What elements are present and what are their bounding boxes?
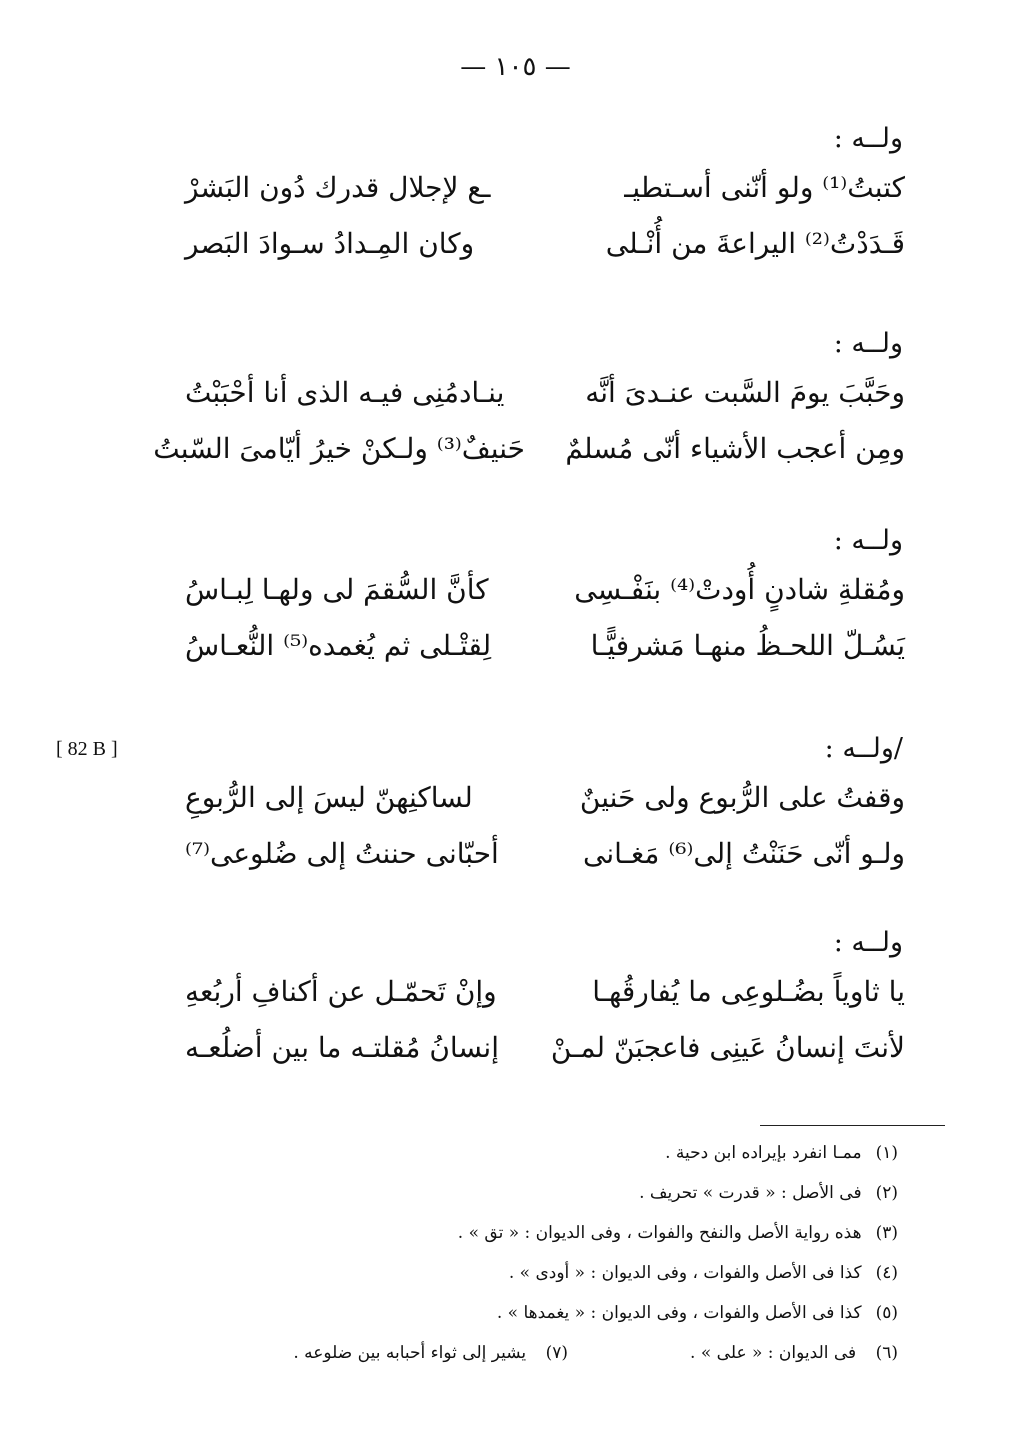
- footnote-text: هذه رواية الأصل والنفح والفوات ، وفى الديوان : « تق » .: [457, 1223, 862, 1243]
- verse-second-hemistich: لِقتْـلى ثم يُغمده⁽⁵⁾ النُّعـاسُ: [185, 629, 492, 662]
- footnote: [180, 1257, 898, 1297]
- section-heading: ولــه :: [833, 123, 903, 154]
- verse-first-hemistich: يَسُـلّ اللحـظُ منهـا مَشرفيًّـا: [590, 629, 905, 662]
- verse-second-hemistich: لساكنِهنّ ليسَ إلى الرُّبوعِ: [185, 781, 473, 814]
- footnote-text: ممـا انفرد بإيراده ابن دحية .: [665, 1143, 862, 1163]
- footnote-number: (٤): [875, 1263, 898, 1283]
- poem-section-5: [185, 922, 905, 1076]
- footnote-number: (٣): [875, 1223, 898, 1243]
- poem-section-4: [185, 728, 905, 882]
- footnote-text: كذا فى الأصل والفوات ، وفى الديوان : « أودى » .: [508, 1263, 862, 1283]
- footnote-text: يشير إلى ثواء أحبابه بين ضلوعه .: [293, 1343, 527, 1363]
- margin-folio-reference: [ 82 B ]: [56, 738, 118, 760]
- verse-line: [153, 421, 905, 477]
- footnote: [180, 1137, 898, 1177]
- verse-line: [185, 160, 905, 216]
- verse-first-hemistich: ومُقلةِ شادنٍ أُودتْ⁽⁴⁾ بنَفْـسِى: [574, 573, 905, 606]
- verse-first-hemistich: ومِن أعجب الأشياء أنّى مُسلمٌ: [565, 432, 905, 465]
- footnote: [568, 1337, 898, 1377]
- verse-line: [185, 1020, 905, 1076]
- footnote: [293, 1337, 568, 1377]
- footnote: [180, 1217, 898, 1257]
- footnote-row: [180, 1337, 898, 1377]
- footnote-number: (٢): [875, 1183, 898, 1203]
- poem-section-3: [185, 520, 905, 674]
- footnote-text: فى الديوان : « على » .: [690, 1343, 857, 1363]
- footnote-text: فى الأصل : « قدرت » تحريف .: [639, 1183, 862, 1203]
- verse-first-hemistich: وقفتُ على الرُّبوع ولى حَنينٌ: [579, 781, 905, 814]
- verse-second-hemistich: حَنيفٌ⁽³⁾ ولـكنْ خيرُ أيّامىَ السّبتُ: [153, 432, 525, 465]
- verse-line: [185, 216, 905, 272]
- footnote-number: (٥): [875, 1303, 898, 1323]
- verse-line: [185, 618, 905, 674]
- verse-second-hemistich: وإنْ تَحمّـل عن أكنافِ أربُعهِ: [185, 975, 497, 1008]
- section-heading: /ولــه :: [824, 733, 903, 764]
- section-heading: ولــه :: [833, 525, 903, 556]
- verse-line: [185, 964, 905, 1020]
- footnotes: [180, 1137, 898, 1377]
- footnote-number: (٧): [545, 1343, 568, 1363]
- section-heading: ولــه :: [833, 927, 903, 958]
- poem-section-1: [185, 118, 905, 272]
- footnote-number: (١): [875, 1143, 898, 1163]
- verse-first-hemistich: كتبتُ⁽¹⁾ ولو أنّنى أسـتطيـ: [624, 171, 905, 204]
- verse-second-hemistich: أحبّانى حننتُ إلى ضُلوعى⁽⁷⁾: [185, 837, 499, 870]
- page-number: — ١٠٥ —: [460, 52, 571, 82]
- footnote-text: كذا فى الأصل والفوات ، وفى الديوان : « يغمدها » .: [496, 1303, 862, 1323]
- verse-line: [185, 562, 905, 618]
- footnote: [180, 1297, 898, 1337]
- footnote-separator: [760, 1125, 945, 1126]
- verse-first-hemistich: قَـدَدْتُ⁽²⁾ اليراعةَ من أُنْـلى: [605, 227, 905, 260]
- footnote-number: (٦): [875, 1343, 898, 1363]
- verse-line: [185, 826, 905, 882]
- verse-line: [185, 770, 905, 826]
- verse-first-hemistich: يا ثاوياً بضُـلوعِى ما يُفارقُهـا: [592, 975, 905, 1008]
- section-heading: ولــه :: [833, 328, 903, 359]
- verse-second-hemistich: كأنَّ السُّقمَ لى ولهـا لِبـاسُ: [185, 573, 489, 606]
- verse-first-hemistich: وحَبَّبَ يومَ السَّبت عنـدىَ أنَّه: [585, 376, 905, 409]
- footnote: [180, 1177, 898, 1217]
- verse-first-hemistich: ولـو أنّى حَنَنْتُ إلى⁽⁶⁾ مَغـانى: [583, 837, 905, 870]
- verse-second-hemistich: ـع لإجلال قدرك دُون البَشرْ: [185, 171, 491, 204]
- verse-second-hemistich: وكان المِـدادُ سـوادَ البَصر: [185, 227, 475, 260]
- verse-second-hemistich: ينـادمُنِى فيـه الذى أنا أحْبَبْتُ: [185, 376, 505, 409]
- verse-first-hemistich: لأنتَ إنسانُ عَينِى فاعجبَنّ لمـنْ: [550, 1031, 905, 1064]
- poem-section-2: [153, 323, 905, 477]
- verse-second-hemistich: إنسانُ مُقلتـه ما بين أضلُعـه: [185, 1031, 499, 1064]
- verse-line: [185, 365, 905, 421]
